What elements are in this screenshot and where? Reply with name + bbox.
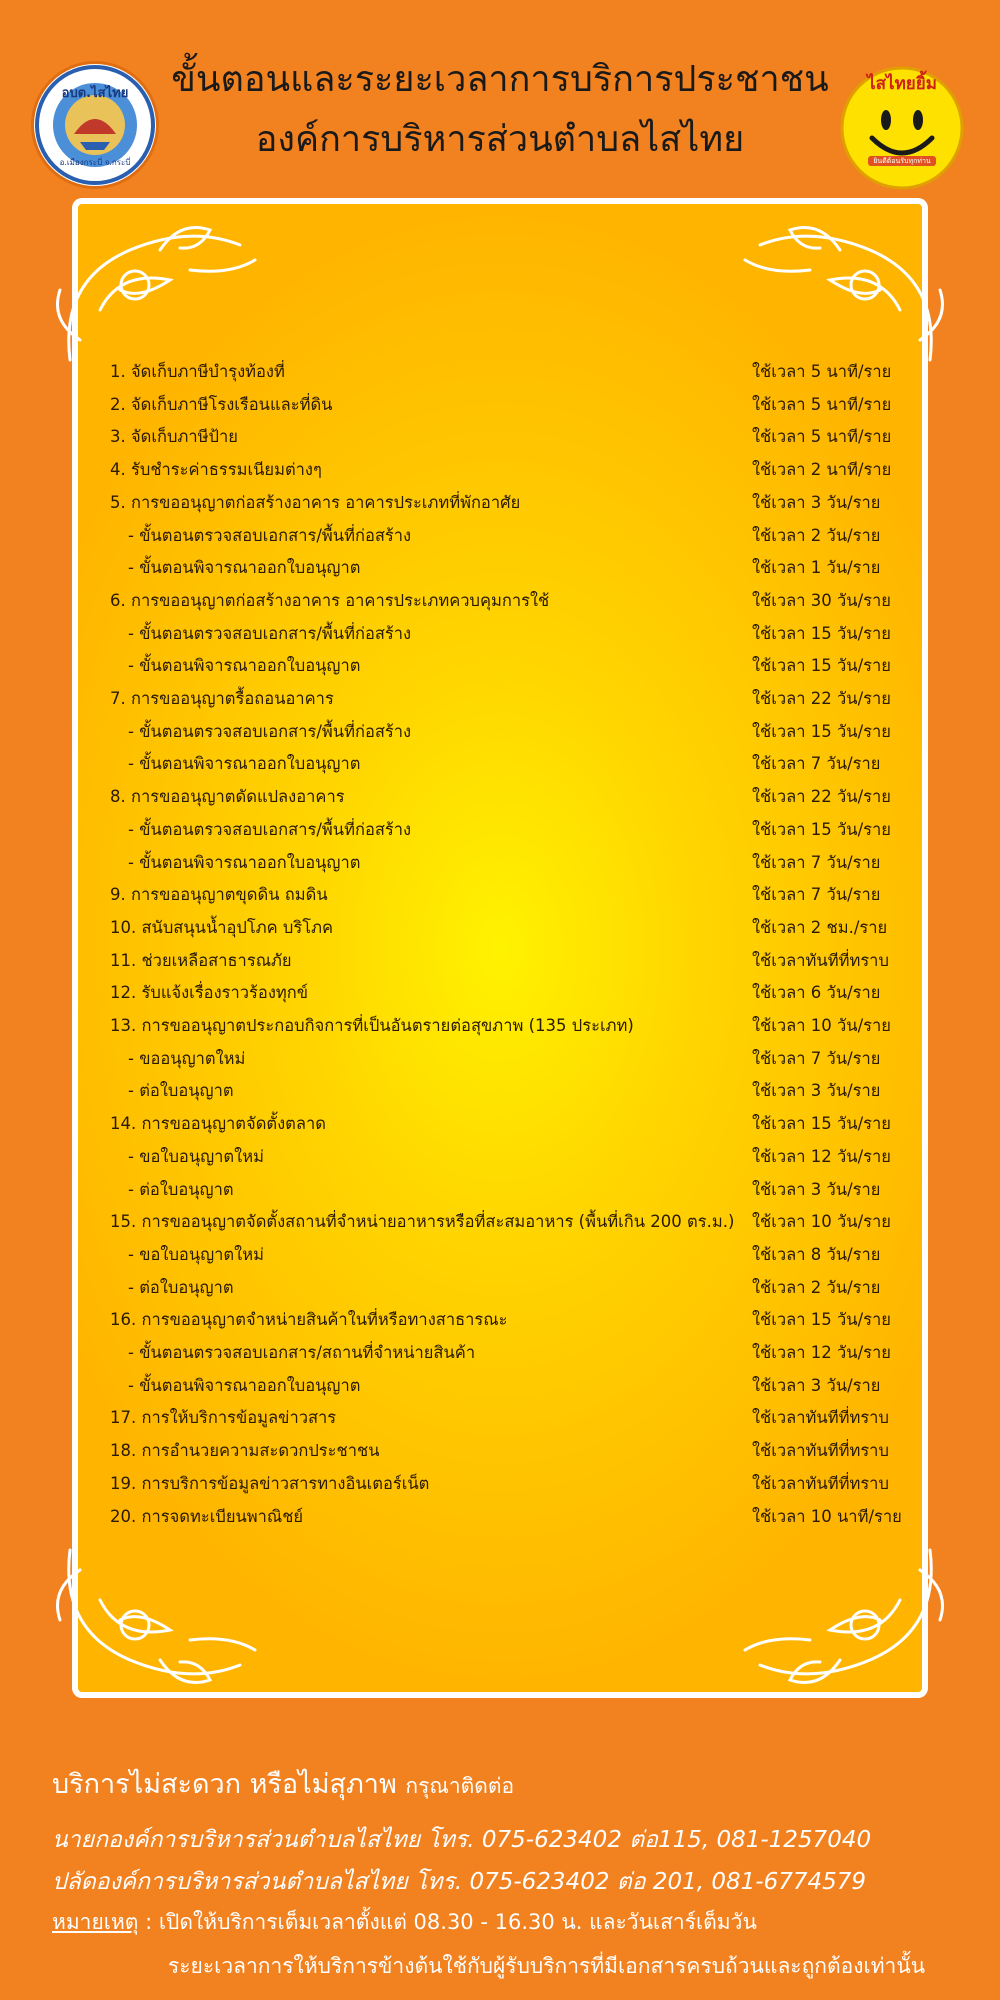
service-time: ใช้เวลาทันทีที่ทราบ bbox=[752, 1441, 889, 1461]
service-time: ใช้เวลา 10 วัน/ราย bbox=[752, 1212, 891, 1232]
service-item: 3. จัดเก็บภาษีป้าย bbox=[110, 427, 238, 447]
service-substep: - ต่อใบอนุญาต bbox=[128, 1179, 234, 1199]
service-time: ใช้เวลา 5 นาที/ราย bbox=[752, 362, 892, 381]
service-time: ใช้เวลา 22 วัน/ราย bbox=[752, 787, 891, 807]
service-substep: - ขั้นตอนพิจารณาออกใบอนุญาต bbox=[128, 754, 361, 774]
service-item: 16. การขออนุญาตจำหน่ายสินค้าในที่หรือทางสาธารณะ bbox=[110, 1310, 508, 1330]
service-time: ใช้เวลาทันทีที่ทราบ bbox=[752, 1473, 889, 1493]
service-time: ใช้เวลา 15 วัน/ราย bbox=[752, 819, 891, 839]
service-item: 17. การให้บริการข้อมูลข่าวสาร bbox=[110, 1408, 337, 1428]
note-text: : เปิดให้บริการเต็มเวลาตั้งแต่ 08.30 - 16.30 น. และวันเสาร์เต็มวัน bbox=[138, 1910, 757, 1934]
service-substep: - ขั้นตอนตรวจสอบเอกสาร/พื้นที่ก่อสร้าง bbox=[128, 525, 412, 545]
service-time: ใช้เวลา 22 วัน/ราย bbox=[752, 689, 891, 708]
service-time: ใช้เวลา 15 วัน/ราย bbox=[752, 721, 891, 741]
service-item: 11. ช่วยเหลือสาธารณภัย bbox=[110, 950, 292, 970]
note-line bbox=[52, 1906, 757, 1939]
service-time: ใช้เวลา 1 วัน/ราย bbox=[752, 558, 881, 578]
smiley-logo-subtext: ยินดีต้อนรับทุกท่าน bbox=[873, 157, 931, 165]
service-time: ใช้เวลา 3 วัน/ราย bbox=[752, 1375, 881, 1395]
ornament-top-right bbox=[730, 190, 960, 380]
service-item: 15. การขออนุญาตจัดตั้งสถานที่จำหน่ายอาหารหรือที่สะสมอาหาร (พื้นที่เกิน 200 ตร.ม.) bbox=[110, 1212, 735, 1232]
service-time: ใช้เวลา 3 วัน/ราย bbox=[752, 492, 881, 512]
service-time: ใช้เวลา 15 วัน/ราย bbox=[752, 656, 891, 676]
service-item: 7. การขออนุญาตรื้อถอนอาคาร bbox=[110, 689, 334, 708]
complaint-heading-main: บริการไม่สะดวก หรือไม่สุภาพ bbox=[52, 1769, 397, 1800]
service-item: 9. การขออนุญาตขุดดิน ถมดิน bbox=[110, 885, 328, 905]
service-time: ใช้เวลา 6 วัน/ราย bbox=[752, 983, 881, 1003]
service-time: ใช้เวลา 7 วัน/ราย bbox=[752, 754, 881, 774]
service-substep: - ต่อใบอนุญาต bbox=[128, 1081, 234, 1101]
contact-clerk: ปลัดองค์การบริหารส่วนตำบลไสไทย โทร. 075-623402 ต่อ 201, 081-6774579 bbox=[52, 1869, 866, 1895]
service-time: ใช้เวลา 15 วัน/ราย bbox=[752, 1310, 891, 1330]
ornament-bottom-left bbox=[40, 1530, 270, 1720]
service-time: ใช้เวลา 5 นาที/ราย bbox=[752, 394, 892, 414]
service-item: 5. การขออนุญาตก่อสร้างอาคาร อาคารประเภทที่พักอาศัย bbox=[110, 492, 521, 512]
sao-seal-logo bbox=[34, 64, 156, 186]
service-time: ใช้เวลา 30 วัน/ราย bbox=[752, 590, 891, 610]
service-item: 20. การจดทะเบียนพาณิชย์ bbox=[110, 1506, 304, 1526]
service-time: ใช้เวลา 15 วัน/ราย bbox=[752, 623, 891, 643]
ornament-bottom-right bbox=[730, 1530, 960, 1720]
page-subtitle: องค์การบริหารส่วนตำบลไสไทย bbox=[255, 119, 745, 160]
service-item: 12. รับแจ้งเรื่องราวร้องทุกข์ bbox=[110, 983, 309, 1003]
service-item: 14. การขออนุญาตจัดตั้งตลาด bbox=[110, 1114, 326, 1134]
service-time: ใช้เวลา 3 วัน/ราย bbox=[752, 1081, 881, 1101]
service-time: ใช้เวลา 10 นาที/ราย bbox=[752, 1506, 902, 1526]
complaint-heading bbox=[52, 1762, 514, 1805]
smiley-logo-text: ไสไทยยิ้ม bbox=[867, 74, 937, 94]
service-item: 18. การอำนวยความสะดวกประชาชน bbox=[110, 1441, 380, 1461]
service-time: ใช้เวลา 10 วัน/ราย bbox=[752, 1016, 891, 1035]
service-time: ใช้เวลา 7 วัน/ราย bbox=[752, 852, 881, 872]
service-item: 6. การขออนุญาตก่อสร้างอาคาร อาคารประเภทควบคุมการใช้ bbox=[110, 590, 550, 610]
page-title: ขั้นตอนและระยะเวลาการบริการประชาชน bbox=[171, 59, 829, 100]
service-time: ใช้เวลา 7 วัน/ราย bbox=[752, 1048, 881, 1068]
service-time: ใช้เวลา 5 นาที/ราย bbox=[752, 427, 892, 447]
service-item: 1. จัดเก็บภาษีบำรุงท้องที่ bbox=[110, 362, 285, 381]
service-substep: - ขั้นตอนตรวจสอบเอกสาร/สถานที่จำหน่ายสินค้า bbox=[128, 1343, 476, 1362]
note-label: หมายเหตุ bbox=[52, 1910, 139, 1934]
service-substep: - ขอใบอนุญาตใหม่ bbox=[128, 1146, 264, 1166]
service-item: 8. การขออนุญาตดัดแปลงอาคาร bbox=[110, 787, 345, 807]
smiley-logo bbox=[838, 64, 966, 192]
service-substep: - ขั้นตอนตรวจสอบเอกสาร/พื้นที่ก่อสร้าง bbox=[128, 819, 412, 839]
service-time: ใช้เวลา 2 นาที/ราย bbox=[752, 460, 892, 480]
service-time: ใช้เวลา 12 วัน/ราย bbox=[752, 1343, 891, 1362]
service-item: 2. จัดเก็บภาษีโรงเรือนและที่ดิน bbox=[110, 394, 333, 414]
service-substep: - ขั้นตอนพิจารณาออกใบอนุญาต bbox=[128, 1375, 361, 1395]
complaint-heading-small: กรุณาติดต่อ bbox=[405, 1774, 515, 1798]
service-time: ใช้เวลา 15 วัน/ราย bbox=[752, 1114, 891, 1134]
service-item: 10. สนับสนุนน้ำอุปโภค บริโภค bbox=[110, 917, 333, 937]
service-time: ใช้เวลาทันทีที่ทราบ bbox=[752, 1408, 889, 1428]
service-time: ใช้เวลา 2 วัน/ราย bbox=[752, 525, 881, 545]
ornament-top-left bbox=[40, 190, 270, 380]
service-time: ใช้เวลา 7 วัน/ราย bbox=[752, 885, 881, 905]
service-item: 19. การบริการข้อมูลข่าวสารทางอินเตอร์เน็ต bbox=[110, 1473, 430, 1493]
service-time: ใช้เวลา 2 วัน/ราย bbox=[752, 1277, 881, 1297]
service-substep: - ขออนุญาตใหม่ bbox=[128, 1048, 246, 1068]
service-substep: - ขอใบอนุญาตใหม่ bbox=[128, 1244, 264, 1264]
sao-seal-text: อบต.ไสไทย bbox=[61, 86, 129, 101]
service-substep: - ขั้นตอนตรวจสอบเอกสาร/พื้นที่ก่อสร้าง bbox=[128, 623, 412, 643]
service-item: 4. รับชำระค่าธรรมเนียมต่างๆ bbox=[110, 460, 322, 480]
contact-chief: นายกองค์การบริหารส่วนตำบลไสไทย โทร. 075-623402 ต่อ115, 081-1257040 bbox=[52, 1827, 872, 1853]
service-time: ใช้เวลา 3 วัน/ราย bbox=[752, 1179, 881, 1199]
service-substep: - ขั้นตอนพิจารณาออกใบอนุญาต bbox=[128, 852, 361, 872]
service-substep: - ขั้นตอนพิจารณาออกใบอนุญาต bbox=[128, 656, 361, 676]
service-time: ใช้เวลา 2 ชม./ราย bbox=[752, 917, 888, 937]
service-substep: - ขั้นตอนตรวจสอบเอกสาร/พื้นที่ก่อสร้าง bbox=[128, 721, 412, 741]
service-substep: - ขั้นตอนพิจารณาออกใบอนุญาต bbox=[128, 558, 361, 578]
service-time: ใช้เวลา 8 วัน/ราย bbox=[752, 1244, 881, 1264]
service-item: 13. การขออนุญาตประกอบกิจการที่เป็นอันตรายต่อสุขภาพ (135 ประเภท) bbox=[110, 1016, 634, 1035]
note-line-2: ระยะเวลาการให้บริการข้างต้นใช้กับผู้รับบริการที่มีเอกสารครบถ้วนและถูกต้องเท่านั้น bbox=[168, 1954, 926, 1978]
sao-seal-subtext: อ.เมืองกระบี่ จ.กระบี่ bbox=[59, 158, 131, 167]
service-time: ใช้เวลาทันทีที่ทราบ bbox=[752, 950, 889, 970]
service-time: ใช้เวลา 12 วัน/ราย bbox=[752, 1146, 891, 1166]
service-substep: - ต่อใบอนุญาต bbox=[128, 1277, 234, 1297]
